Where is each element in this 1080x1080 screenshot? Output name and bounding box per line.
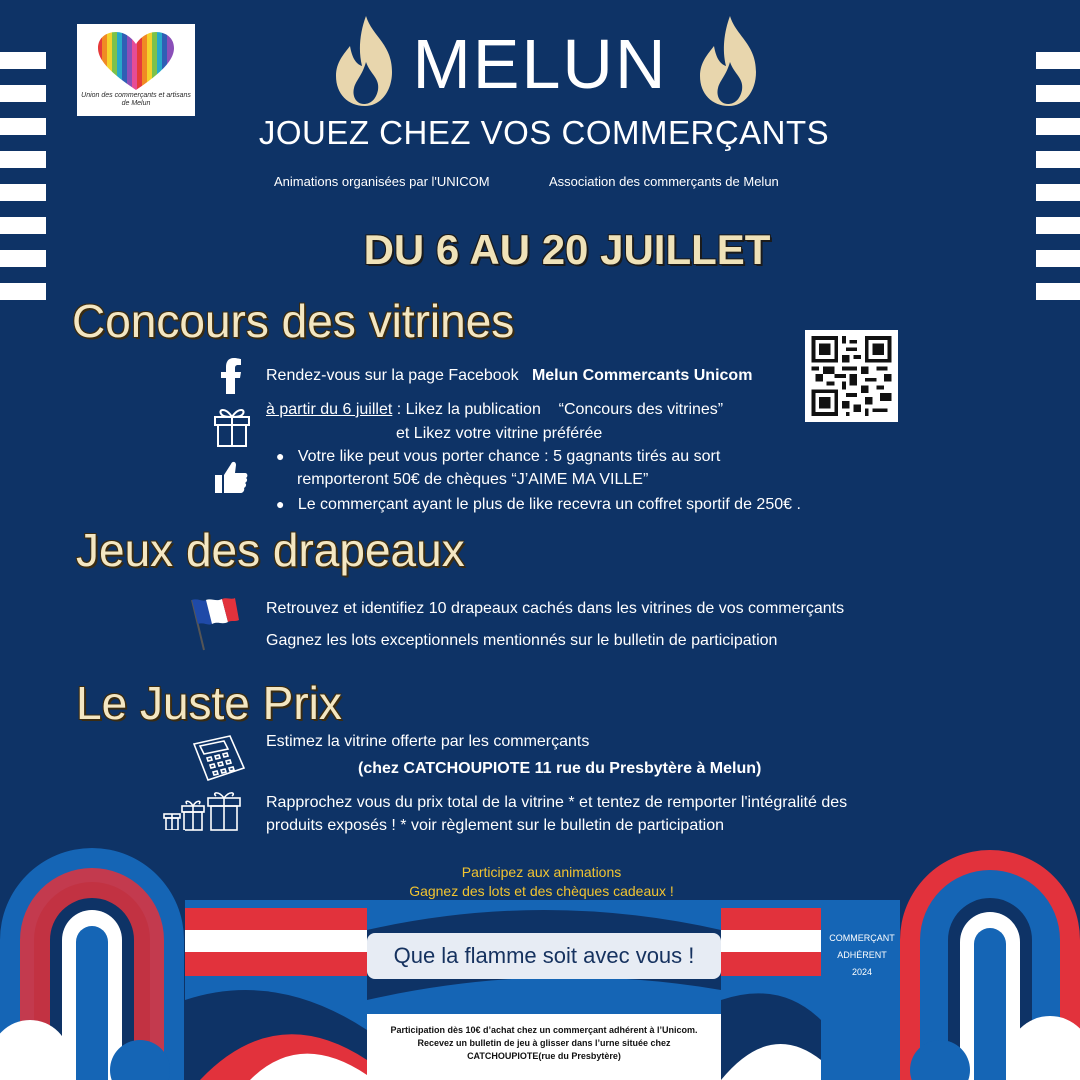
organizer-text: Animations organisées par l'UNICOM	[274, 174, 490, 189]
section-title-vitrines: Concours des vitrines	[72, 295, 515, 347]
adherent-line2: ADHÉRENT	[837, 950, 887, 960]
bullet-coffret: Le commerçant ayant le plus de like recevra un coffret sportif de 250€ .	[297, 496, 801, 513]
facebook-text: Rendez-vous sur la page Facebook	[266, 367, 519, 384]
banner-participate: Participez aux animations	[461, 864, 622, 880]
event-dates: DU 6 AU 20 JUILLET	[363, 226, 771, 273]
adherent-line3: 2024	[851, 967, 873, 977]
calculator-icon	[190, 734, 248, 782]
like-text: : Likez la publication	[396, 401, 541, 418]
qr-code-icon	[811, 336, 892, 416]
bullet-chance: Votre like peut vous porter chance : 5 gagnants tirés au sort	[297, 448, 721, 465]
adherent-line1: COMMERÇANT	[829, 933, 895, 943]
qr-code[interactable]	[805, 330, 898, 422]
bullet-chance-cont: remporteront 50€ de chèques “J’AIME MA VILLE”	[297, 471, 649, 488]
adherent-badge	[822, 930, 902, 981]
like-publication: “Concours des vitrines”	[558, 401, 724, 418]
association-text: Association des commerçants de Melun	[549, 174, 779, 189]
facebook-page-link[interactable]: Melun Commercants Unicom	[531, 367, 753, 384]
section-title-juste-prix: Le Juste Prix	[76, 677, 342, 729]
gift-icon	[213, 404, 251, 448]
juste-prix-line3: Rapprochez vous du prix total de la vitrine * et tentez de remporter l'intégralité des	[266, 794, 848, 811]
conditions-line1: Participation dès 10€ d’achat chez un commerçant adhérent à l’Unicom.	[390, 1025, 698, 1035]
like-vitrine-text: et Likez votre vitrine préférée	[396, 425, 603, 442]
facebook-icon	[221, 358, 243, 394]
conditions-line2: Recevez un bulletin de jeu à glisser dans l’urne située chez	[417, 1038, 671, 1048]
page-subtitle: JOUEZ CHEZ VOS COMMERÇANTS	[258, 114, 830, 151]
drapeaux-line1: Retrouvez et identifiez 10 drapeaux cachés dans les vitrines de vos commerçants	[266, 600, 845, 617]
drapeaux-line2: Gagnez les lots exceptionnels mentionnés sur le bulletin de participation	[266, 632, 778, 649]
conditions-line3: CATCHOUPIOTE(rue du Presbytère)	[467, 1051, 621, 1061]
thumbs-up-icon	[214, 460, 248, 494]
section-title-drapeaux: Jeux des drapeaux	[76, 524, 465, 576]
juste-prix-line4: produits exposés ! * voir règlement sur le bulletin de participation	[266, 817, 725, 834]
juste-prix-address: (chez CATCHOUPIOTE 11 rue du Presbytère à Melun)	[358, 760, 762, 777]
like-date: à partir du 6 juillet	[266, 401, 393, 418]
french-flag-icon	[186, 594, 240, 652]
participation-conditions	[367, 1014, 721, 1080]
logo-caption-bottom: Union des commerçants et artisans de Melun	[81, 92, 191, 107]
banner-win: Gagnez des lots et des chèques cadeaux !	[409, 883, 674, 899]
slogan-box: Que la flamme soit avec vous !	[367, 933, 721, 979]
juste-prix-line1: Estimez la vitrine offerte par les commerçants	[266, 733, 590, 750]
gifts-icon	[162, 790, 244, 832]
page-title: MELUN	[412, 25, 668, 103]
